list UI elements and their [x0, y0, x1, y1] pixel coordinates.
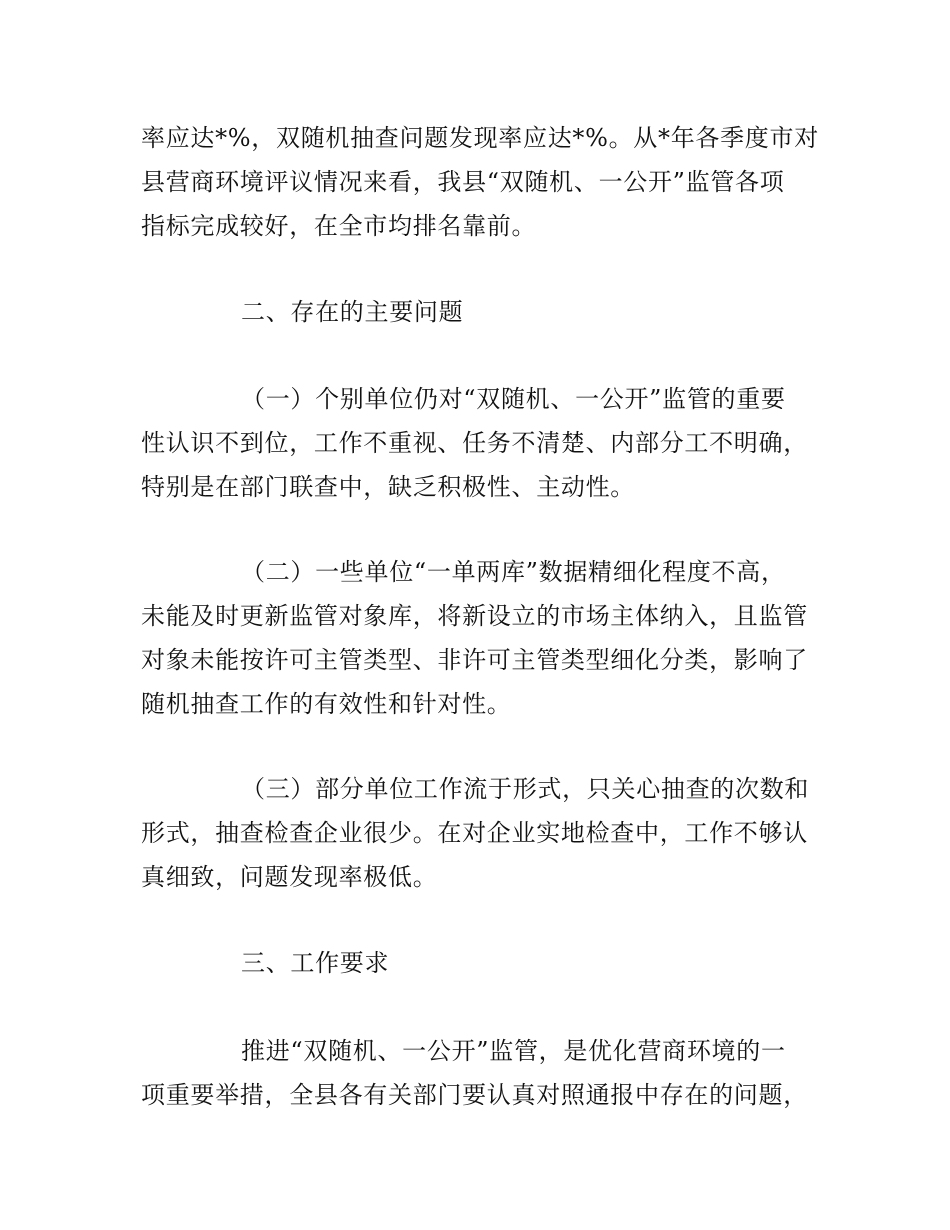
- text-line: 指标完成较好，在全市均排名靠前。: [141, 212, 537, 240]
- section-3-heading: 三、工作要求: [241, 949, 390, 977]
- text-line: （一）个别单位仍对“双随机、一公开”监管的重要: [241, 385, 786, 413]
- problem-2-paragraph: [141, 550, 816, 726]
- text-line: 对象未能按许可主管类型、非许可主管类型细化分类，影响了: [141, 646, 808, 674]
- text-line: 形式，抽查检查企业很少。在对企业实地检查中，工作不够认: [141, 819, 808, 847]
- paragraph-continued: [141, 116, 819, 248]
- text-line: （二）一些单位“一单两库”数据精细化程度不高，: [241, 558, 786, 586]
- text-line: 推进“双随机、一公开”监管，是优化营商环境的一: [241, 1037, 786, 1065]
- problem-3-paragraph: [141, 767, 816, 899]
- text-line: 项重要举措，全县各有关部门要认真对照通报中存在的问题，: [141, 1081, 808, 1109]
- section-2-heading: 二、存在的主要问题: [241, 298, 464, 326]
- text-line: 随机抽查工作的有效性和针对性。: [141, 690, 512, 718]
- text-line: 未能及时更新监管对象库，将新设立的市场主体纳入，且监管: [141, 602, 808, 630]
- text-line: 性认识不到位，工作不重视、任务不清楚、内部分工不明确，: [141, 429, 808, 457]
- text-line: 真细致，问题发现率极低。: [141, 863, 438, 891]
- text-line: （三）部分单位工作流于形式，只关心抽查的次数和: [241, 775, 810, 803]
- text-line: 特别是在部门联查中，缺乏积极性、主动性。: [141, 473, 635, 501]
- text-line: 县营商环境评议情况来看，我县“双随机、一公开”监管各项: [141, 168, 785, 196]
- requirements-paragraph: [141, 1029, 816, 1117]
- problem-1-paragraph: [141, 377, 816, 509]
- text-line: 率应达*%，双随机抽查问题发现率应达*%。从*年各季度市对: [141, 124, 819, 152]
